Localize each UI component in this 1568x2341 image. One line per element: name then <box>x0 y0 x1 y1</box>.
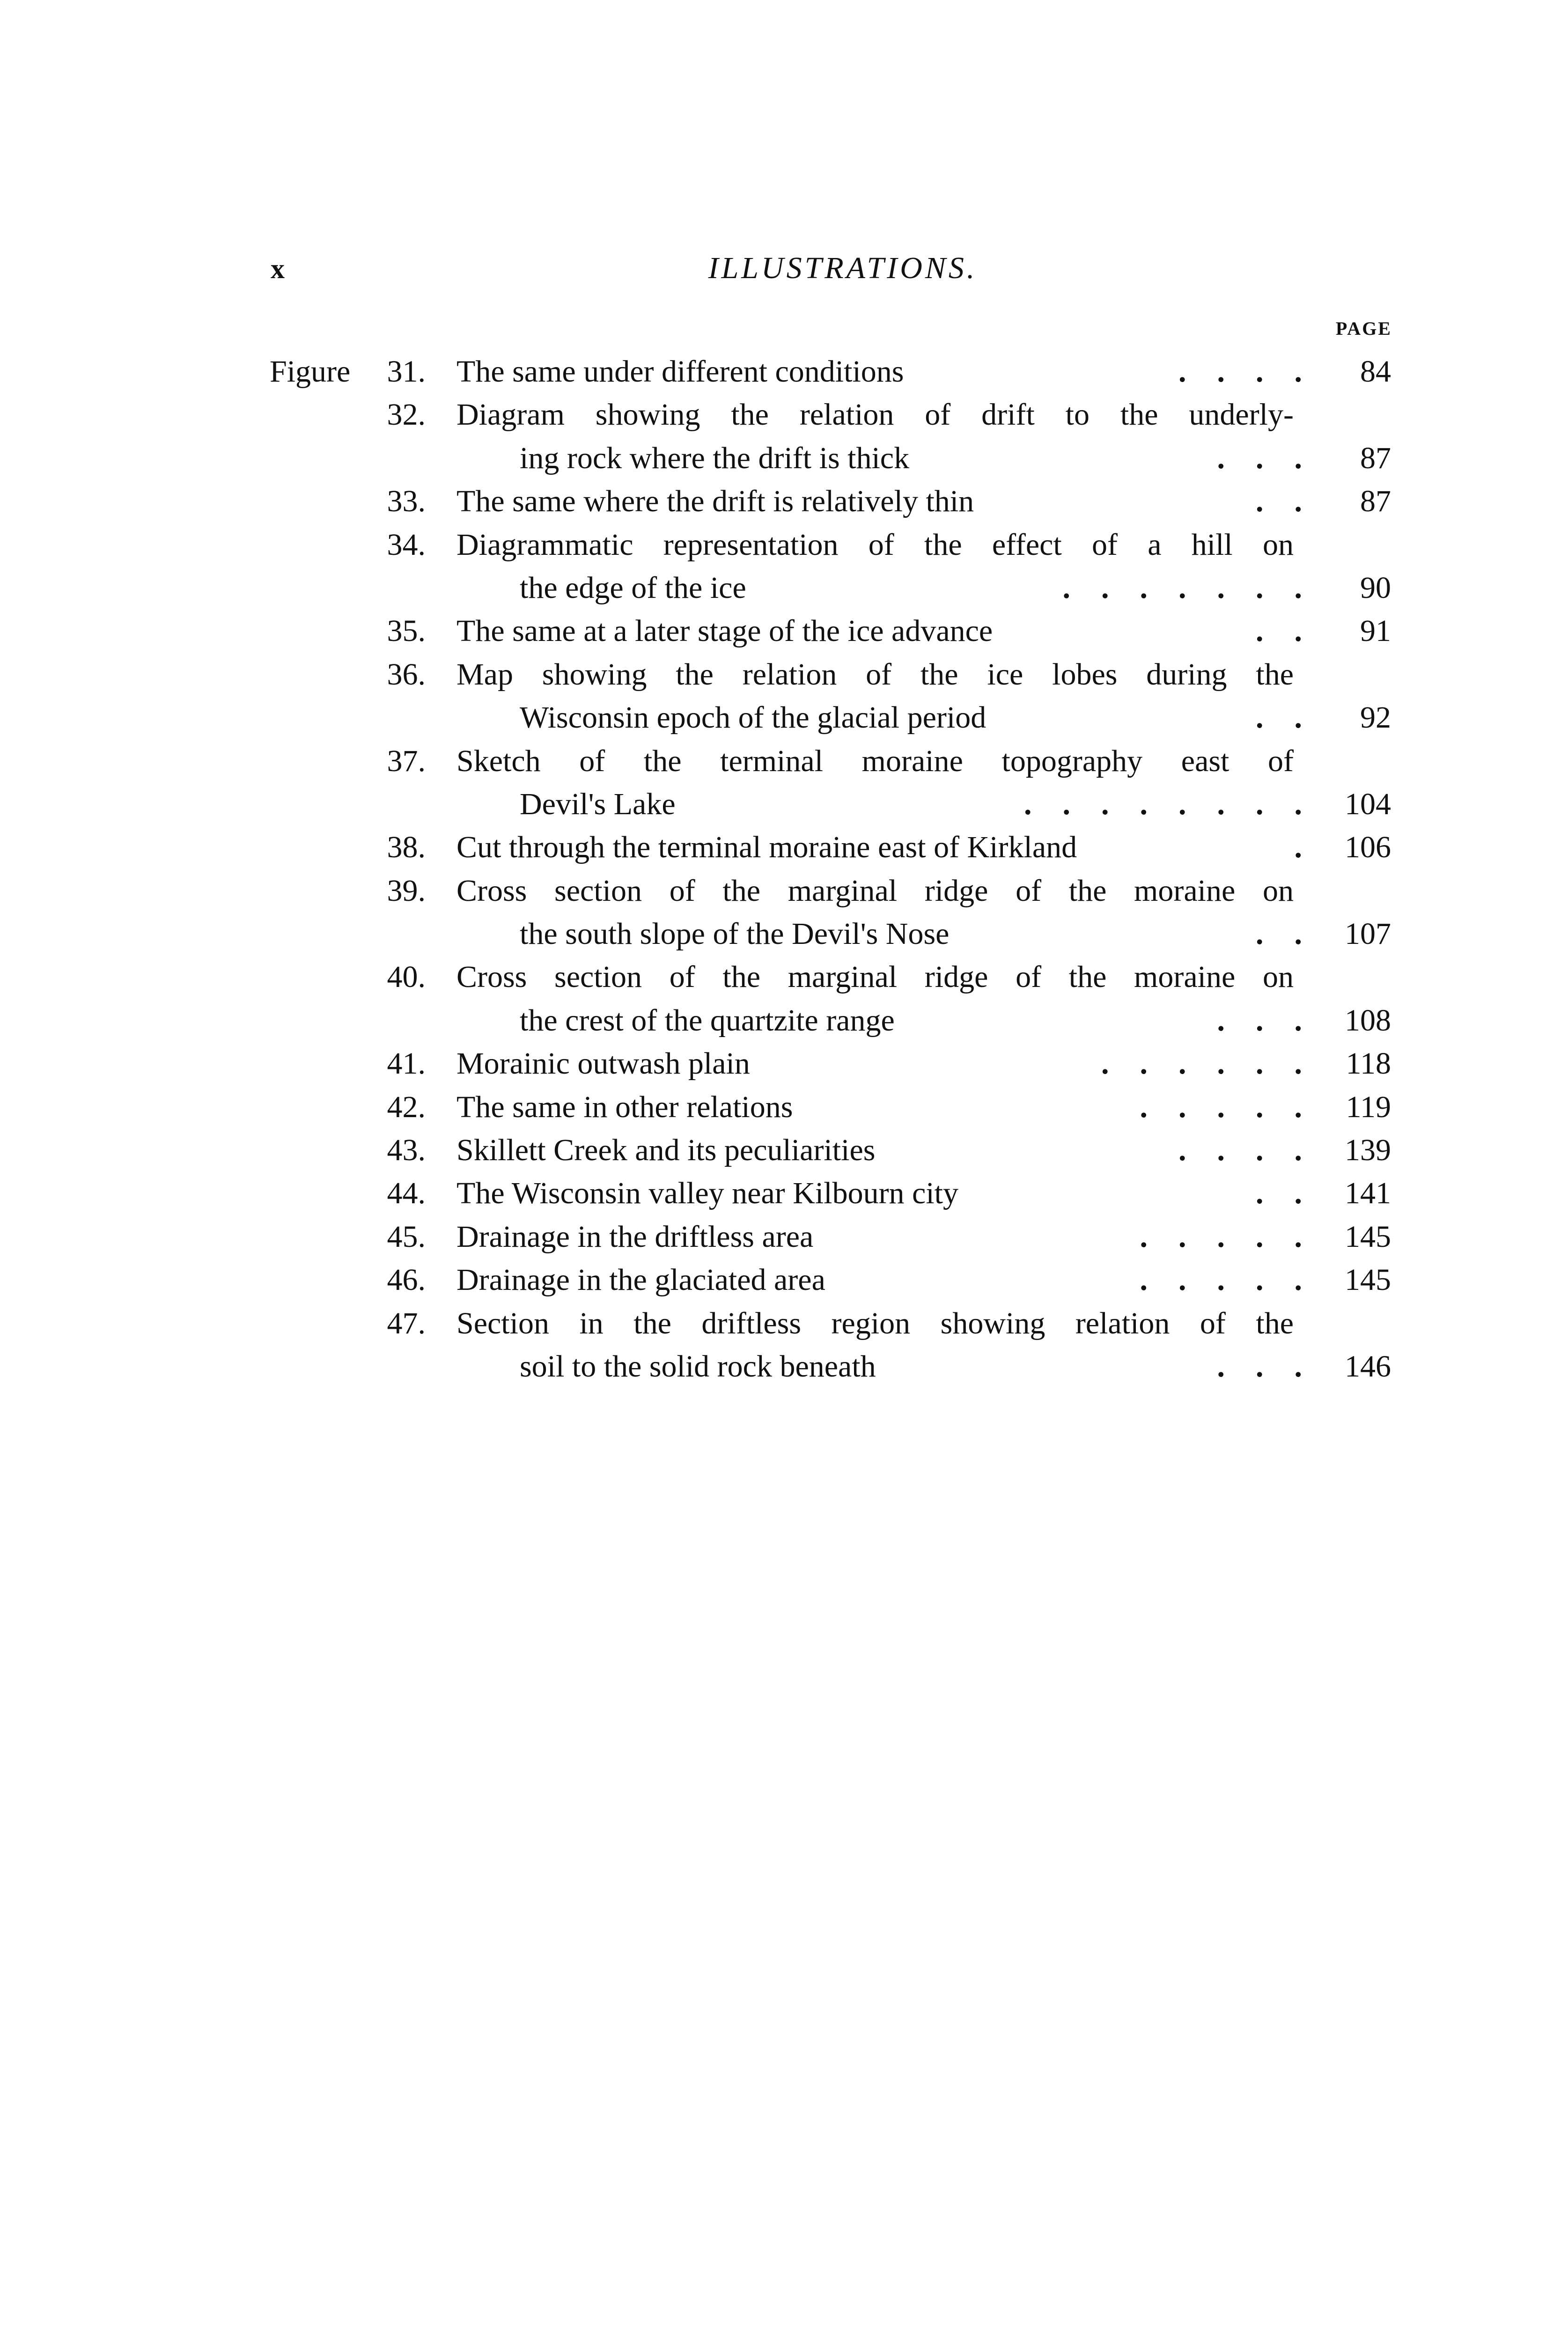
list-item-line <box>0 1172 1568 1215</box>
figure-caption: Morainic outwash plain <box>456 1046 750 1081</box>
figure-caption: The same where the drift is relatively thin <box>456 484 974 519</box>
figure-number: 39. <box>387 873 426 908</box>
figure-caption: Section in the driftless region showing relation of the <box>456 1306 1294 1340</box>
page-column-label: PAGE <box>1335 318 1392 339</box>
page-ref: 141 <box>1345 1176 1391 1211</box>
list-item <box>0 653 1568 740</box>
leader-dots: . . . . . <box>1140 1090 1302 1124</box>
figure-caption: Diagrammatic representation of the effect of a hill on <box>456 527 1294 562</box>
page-ref: 92 <box>1360 700 1391 735</box>
figure-number: 45. <box>387 1219 426 1254</box>
figure-number: 47. <box>387 1306 426 1340</box>
list-item <box>0 740 1568 826</box>
list-item-line <box>0 999 1568 1042</box>
list-item <box>0 1086 1568 1129</box>
page-number: x <box>271 253 285 284</box>
list-item <box>0 480 1568 523</box>
figure-number: 43. <box>387 1133 426 1168</box>
list-item-line <box>0 826 1568 869</box>
list-item-line <box>0 653 1568 696</box>
figure-number: 40. <box>387 960 426 994</box>
leader-dots: . . . . . . . <box>1062 570 1302 605</box>
leader-dots: . . . . . . . . <box>1024 787 1302 821</box>
figure-prefix: Figure <box>270 354 351 389</box>
figure-caption: Drainage in the glaciated area <box>456 1263 825 1297</box>
page-ref: 119 <box>1346 1090 1391 1124</box>
list-item-line <box>0 913 1568 956</box>
list-item <box>0 1042 1568 1085</box>
figure-number: 32. <box>387 398 426 432</box>
list-item-line <box>0 1129 1568 1172</box>
leader-dots: . . . . <box>1178 1133 1302 1168</box>
page-ref: 90 <box>1360 570 1391 605</box>
list-item-line <box>0 1302 1568 1345</box>
list-item-line <box>0 437 1568 480</box>
page-ref: 145 <box>1345 1219 1391 1254</box>
leader-dots: . . . <box>1217 1003 1302 1038</box>
list-item-line <box>0 567 1568 610</box>
figure-number: 35. <box>387 614 426 648</box>
page-ref: 118 <box>1346 1046 1391 1081</box>
figure-caption: The same at a later stage of the ice advance <box>456 614 993 648</box>
list-item-line <box>0 350 1568 393</box>
list-item <box>0 1302 1568 1389</box>
leader-dots: . . . . <box>1178 354 1302 389</box>
figure-number: 44. <box>387 1176 426 1211</box>
list-item <box>0 1259 1568 1302</box>
figure-caption: The Wisconsin valley near Kilbourn city <box>456 1176 959 1211</box>
leader-dots: . . . . . <box>1140 1263 1302 1297</box>
page-ref: 91 <box>1360 614 1391 648</box>
list-item-line <box>0 956 1568 999</box>
figure-caption: the crest of the quartzite range <box>520 1003 895 1038</box>
figure-number: 38. <box>387 830 426 865</box>
figure-caption: the edge of the ice <box>520 570 746 605</box>
figure-caption: Sketch of the terminal moraine topography east of <box>456 744 1294 778</box>
figure-number: 33. <box>387 484 426 519</box>
figure-caption: soil to the solid rock beneath <box>520 1349 876 1384</box>
figure-caption: The same in other relations <box>456 1090 793 1124</box>
figure-number: 46. <box>387 1263 426 1297</box>
figure-caption: Devil's Lake <box>520 787 676 821</box>
running-head: ILLUSTRATIONS. <box>708 251 978 285</box>
leader-dots: . . <box>1256 484 1302 519</box>
list-item-line <box>0 740 1568 783</box>
list-item-line <box>0 393 1568 436</box>
illustrations-list <box>0 350 1568 1388</box>
list-item-line <box>0 610 1568 653</box>
leader-dots: . . <box>1256 1176 1302 1211</box>
figure-caption: Wisconsin epoch of the glacial period <box>520 700 986 735</box>
page-ref: 139 <box>1345 1133 1391 1168</box>
list-item-line <box>0 523 1568 567</box>
page-ref: 108 <box>1345 1003 1391 1038</box>
list-item <box>0 523 1568 610</box>
leader-dots: . . . <box>1217 441 1302 475</box>
figure-number: 37. <box>387 744 426 778</box>
page-ref: 145 <box>1345 1263 1391 1297</box>
list-item-line <box>0 1345 1568 1388</box>
leader-dots: . <box>1294 830 1302 865</box>
list-item-line <box>0 1215 1568 1259</box>
list-item <box>0 1172 1568 1215</box>
list-item-line <box>0 1259 1568 1302</box>
page-ref: 107 <box>1345 917 1391 951</box>
leader-dots: . . <box>1256 700 1302 735</box>
page-ref: 87 <box>1360 484 1391 519</box>
figure-caption: Cross section of the marginal ridge of the moraine on <box>456 873 1294 908</box>
list-item <box>0 869 1568 956</box>
figure-caption: Cut through the terminal moraine east of Kirkland <box>456 830 1077 865</box>
list-item <box>0 826 1568 869</box>
leader-dots: . . . . . <box>1140 1219 1302 1254</box>
figure-caption: Map showing the relation of the ice lobes during the <box>456 657 1294 692</box>
page-ref: 106 <box>1345 830 1391 865</box>
leader-dots: . . . <box>1217 1349 1302 1384</box>
list-item <box>0 350 1568 393</box>
page-ref: 87 <box>1360 441 1391 475</box>
figure-number: 36. <box>387 657 426 692</box>
figure-number: 41. <box>387 1046 426 1081</box>
page-ref: 146 <box>1345 1349 1391 1384</box>
leader-dots: . . <box>1256 917 1302 951</box>
list-item-line <box>0 869 1568 913</box>
figure-caption: Drainage in the driftless area <box>456 1219 814 1254</box>
leader-dots: . . . . . . <box>1101 1046 1302 1081</box>
figure-caption: ing rock where the drift is thick <box>520 441 910 475</box>
figure-caption: The same under different conditions <box>456 354 904 389</box>
figure-number: 34. <box>387 527 426 562</box>
figure-number: 31. <box>387 354 426 389</box>
page-ref: 104 <box>1345 787 1391 821</box>
list-item-line <box>0 783 1568 826</box>
figure-number: 42. <box>387 1090 426 1124</box>
leader-dots: . . <box>1256 614 1302 648</box>
list-item <box>0 610 1568 653</box>
list-item-line <box>0 480 1568 523</box>
figure-caption: Diagram showing the relation of drift to the underly- <box>456 398 1294 432</box>
figure-caption: the south slope of the Devil's Nose <box>520 917 950 951</box>
list-item <box>0 393 1568 480</box>
page-ref: 84 <box>1360 354 1391 389</box>
list-item <box>0 1215 1568 1259</box>
list-item-line <box>0 1086 1568 1129</box>
list-item-line <box>0 696 1568 739</box>
list-item <box>0 1129 1568 1172</box>
list-item <box>0 956 1568 1042</box>
figure-caption: Cross section of the marginal ridge of the moraine on <box>456 960 1294 994</box>
figure-caption: Skillett Creek and its peculiarities <box>456 1133 876 1168</box>
list-item-line <box>0 1042 1568 1085</box>
